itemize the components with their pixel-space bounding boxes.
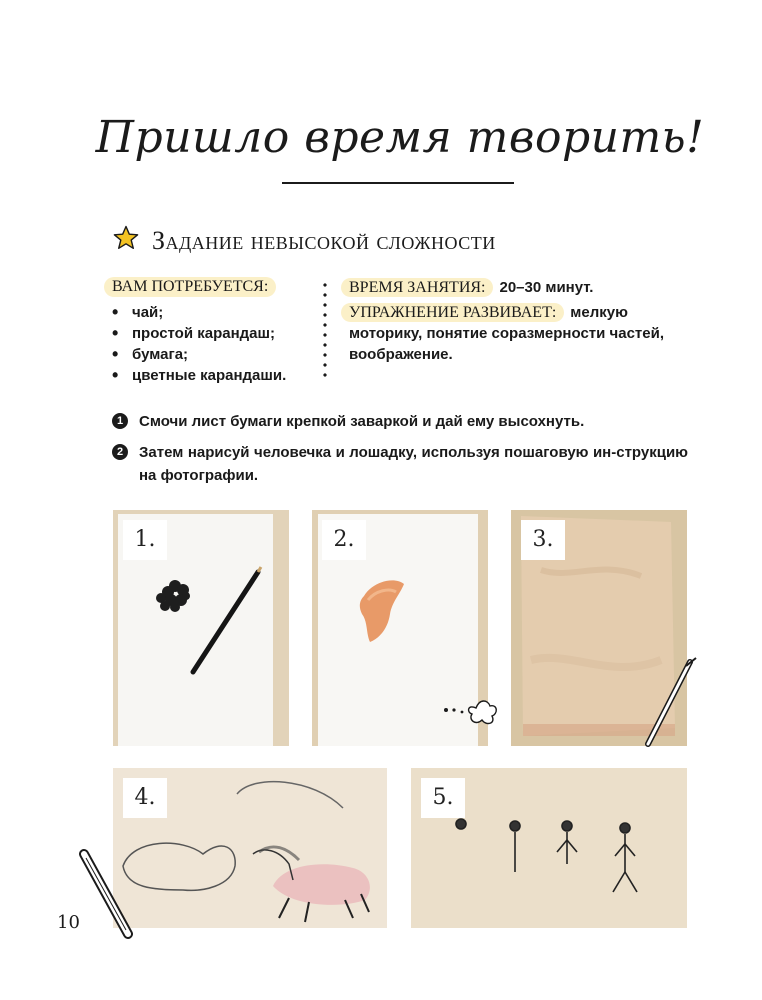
material-item: • простой карандаш; — [112, 323, 312, 344]
time-label: ВРЕМЯ ЗАНЯТИЯ: — [341, 278, 493, 297]
photo-label: 1. — [123, 520, 167, 560]
photo-step-4 — [113, 768, 387, 928]
task-difficulty-heading: Задание невысокой сложности — [152, 226, 496, 255]
pencil-icon — [74, 848, 138, 944]
photo-step-5 — [411, 768, 687, 928]
paintbrush-icon — [634, 654, 700, 754]
materials-label: ВАМ ПОТРЕБУЕТСЯ: — [104, 277, 276, 297]
photo-label: 5. — [421, 778, 465, 818]
photo-step-1 — [113, 510, 289, 746]
star-icon — [113, 225, 139, 251]
step-text: Затем нарисуй человечка и лошадку, используя пошаговую ин-струкцию на фотографии. — [139, 444, 688, 484]
dotted-divider — [323, 280, 327, 380]
photo-label: 3. — [521, 520, 565, 560]
info-block — [349, 277, 689, 365]
material-item: • цветные карандаши. — [112, 365, 312, 386]
splash-doodle-icon — [438, 690, 502, 730]
develops-label: УПРАЖНЕНИЕ РАЗВИВАЕТ: — [341, 303, 564, 322]
material-item: • бумага; — [112, 344, 312, 365]
step-number: 1 — [112, 413, 128, 429]
step-item — [112, 410, 688, 433]
photo-label: 2. — [322, 520, 366, 560]
time-value: 20–30 минут. — [499, 279, 594, 296]
step-text: Смочи лист бумаги крепкой заваркой и дай ему высохнуть. — [139, 413, 585, 430]
steps-list — [112, 410, 688, 495]
develops-value: воображение. — [349, 346, 453, 363]
photo-label: 4. — [123, 778, 167, 818]
page-number: 10 — [57, 912, 80, 933]
title-underline — [282, 182, 514, 184]
develops-value: моторику, понятие соразмерности частей, — [349, 325, 664, 342]
step-number: 2 — [112, 444, 128, 460]
materials-block — [112, 277, 312, 386]
material-item: • чай; — [112, 302, 312, 323]
develops-value: мелкую — [570, 304, 628, 321]
page-title: Пришло время творить! — [95, 112, 705, 163]
step-item — [112, 441, 688, 487]
